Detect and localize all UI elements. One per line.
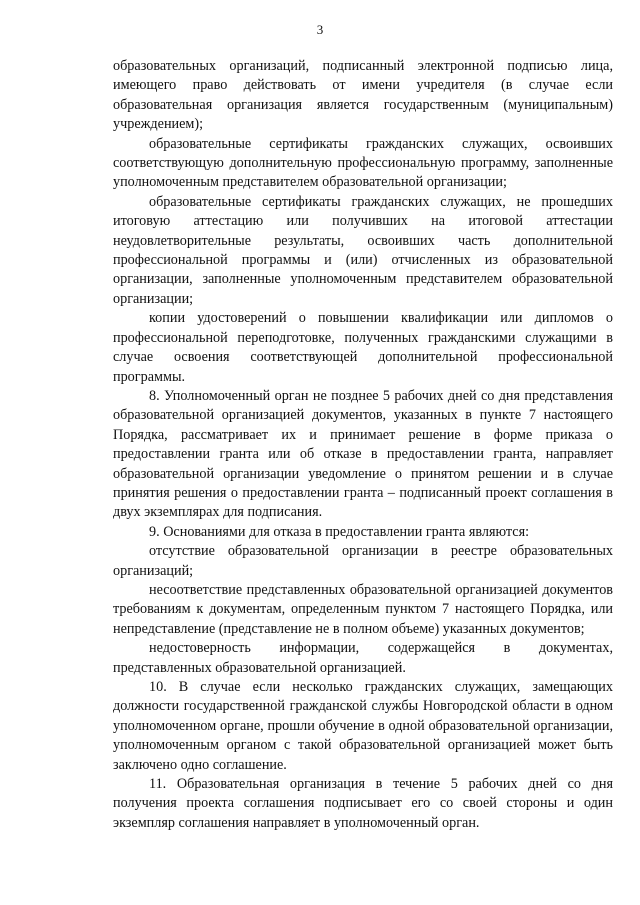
paragraph-refusal-registry: отсутствие образовательной организации в реестре образовательных организаций; [113, 543, 613, 579]
document-body [113, 57, 613, 833]
paragraph-item-9: 9. Основаниями для отказа в предоставлении гранта являются: [149, 523, 530, 540]
page-number: 3 [316, 22, 324, 37]
paragraph-refusal-documents: несоответствие представленных образовательной организацией документов требованиям к документам, определенным пунктом 7 настоящего Порядка, или непредставление (представление не в полном объеме) указанных документов; [113, 581, 613, 637]
paragraph-item-10: 10. В случае если несколько гражданских служащих, замещающих должности государственной гражданской службы Новгородской области в одном уполномоченном органе, прошли обучение в одной образовательной организации, уполномоченным органом с такой образовательной организацией может быть заключено одно соглашение. [113, 679, 613, 773]
paragraph-refusal-inaccuracy: недостоверность информации, содержащейся в документах, представленных образовательной организацией. [113, 640, 613, 676]
paragraph-diploma-copies: копии удостоверений о повышении квалификации или дипломов о профессиональной переподготовке, полученных гражданскими служащими в случае освоения соответствующей дополнительной профессиональной программы. [113, 310, 613, 385]
paragraph-item-8: 8. Уполномоченный орган не позднее 5 рабочих дней со дня представления образовательной организацией документов, указанных в пункте 7 настоящего Порядка, рассматривает их и принимает решение в форме приказа о предоставлении гранта или об отказе в предоставлении гранта, направляет образовательной организации уведомление о принятом решении и в случае принятия решения о предоставлении гранта – подписанный проект соглашения в двух экземплярах для подписания. [113, 387, 613, 521]
paragraph-certificates-not-completed: образовательные сертификаты гражданских служащих, не прошедших итоговую аттестацию или получивших на итоговой аттестации неудовлетворительные результаты, освоивших часть дополнительной профессиональной программы и (или) отчисленных из образовательной организации, заполненные уполномоченным представителем образовательной организации; [113, 193, 613, 307]
paragraph-certificates-completed: образовательные сертификаты гражданских служащих, освоивших соответствующую дополнительную профессиональную программу, заполненные уполномоченным представителем образовательной организации; [113, 135, 613, 191]
paragraph-continuation: образовательных организаций, подписанный электронной подписью лица, имеющего право действовать от имени учредителя (в случае если образовательная организация является государственным (муниципальным) учреждением); [113, 58, 613, 133]
paragraph-item-11: 11. Образовательная организация в течение 5 рабочих дней со дня получения проекта соглашения подписывает его со своей стороны и один экземпляр соглашения направляет в уполномоченный орган. [113, 776, 613, 831]
